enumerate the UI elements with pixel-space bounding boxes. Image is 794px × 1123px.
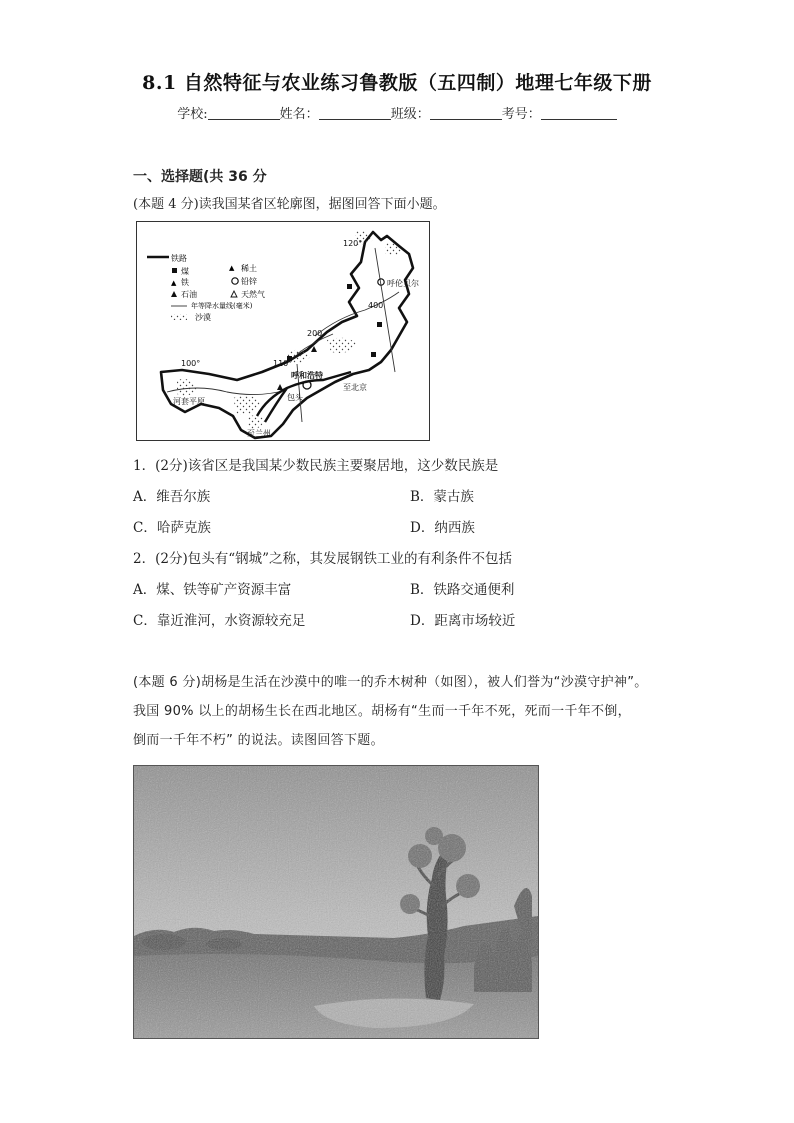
legend-iron: 铁 (181, 278, 189, 287)
label-hohhot: 呼和浩特 (291, 371, 323, 380)
school-label: 学校: (177, 107, 208, 122)
exam-no-blank[interactable] (541, 106, 617, 120)
q2-option-b[interactable]: B．铁路交通便利 (410, 582, 515, 598)
legend-lead-zinc: 铅锌 (241, 277, 257, 286)
label-200: 200 (307, 329, 323, 338)
q1-option-d[interactable]: D．纳西族 (410, 520, 475, 536)
legend-isohyet: 年等降水量线(毫米) (191, 302, 253, 310)
legend-coal: 煤 (181, 267, 189, 276)
label-110: 110° (273, 359, 293, 368)
label-to-lanzhou: 至兰州 (247, 429, 271, 438)
label-100: 100° (181, 359, 201, 368)
group2-intro-line: 我国 90% 以上的胡杨生长在西北地区。胡杨有“生而一千年不死，死而一千年不倒， (133, 704, 631, 719)
q2-option-d[interactable]: D．距离市场较近 (410, 613, 516, 629)
label-400: 400 (368, 301, 384, 310)
group2-intro-line: (本题 6 分)胡杨是生活在沙漠中的唯一的乔木树种（如图），被人们誉为“沙漠守护神”。 (133, 675, 648, 690)
group2-intro (133, 668, 673, 755)
legend-gas: 天然气 (241, 290, 265, 299)
group2-intro-line: 倒而一千年不朽” 的说法。读图回答下题。 (133, 733, 384, 748)
map-legend (147, 253, 265, 322)
label-120: 120° (343, 239, 363, 248)
q1-option-c[interactable]: C．哈萨克族 (133, 520, 211, 536)
svg-text:▲: ▲ (229, 264, 235, 272)
label-baotou: 包头 (287, 393, 303, 402)
label-hetao: 河套平原 (173, 397, 205, 406)
province-outline-map (136, 221, 430, 441)
name-label: 姓名： (279, 107, 319, 122)
name-blank[interactable] (319, 106, 391, 120)
group1-intro: (本题 4 分)读我国某省区轮廓图，据图回答下面小题。 (133, 197, 446, 212)
q2-option-c[interactable]: C．靠近淮河，水资源较充足 (133, 613, 306, 629)
q1-option-b[interactable]: B．蒙古族 (410, 489, 474, 505)
class-label: 班级： (390, 107, 430, 122)
legend-railway: 铁路 (171, 254, 187, 263)
class-blank[interactable] (430, 106, 502, 120)
legend-desert: 沙漠 (195, 313, 211, 322)
question-1: 1．(2分)该省区是我国某少数民族主要聚居地，这少数民族是 (133, 458, 499, 474)
populus-euphratica-photo (133, 765, 539, 1039)
q2-option-a[interactable]: A．煤、铁等矿产资源丰富 (133, 582, 292, 598)
question-2: 2．(2分)包头有“钢城”之称，其发展钢铁工业的有利条件不包括 (133, 551, 513, 567)
svg-text:▲: ▲ (171, 279, 177, 287)
province-outline (161, 232, 413, 438)
q1-option-a[interactable]: A．维吾尔族 (133, 489, 211, 505)
student-info-line (0, 103, 794, 122)
school-blank[interactable] (208, 106, 280, 120)
page-title: 8.1 自然特征与农业练习鲁教版（五四制）地理七年级下册 (142, 72, 652, 94)
legend-rare-earth: 稀土 (241, 264, 257, 273)
legend-oil: 石油 (181, 290, 197, 299)
section-title: 一、选择题(共 36 分 (133, 169, 267, 185)
label-hulunbuir: 呼伦贝尔 (387, 279, 419, 288)
exam-no-label: 考号： (501, 107, 541, 122)
label-to-beijing: 至北京 (343, 383, 367, 392)
